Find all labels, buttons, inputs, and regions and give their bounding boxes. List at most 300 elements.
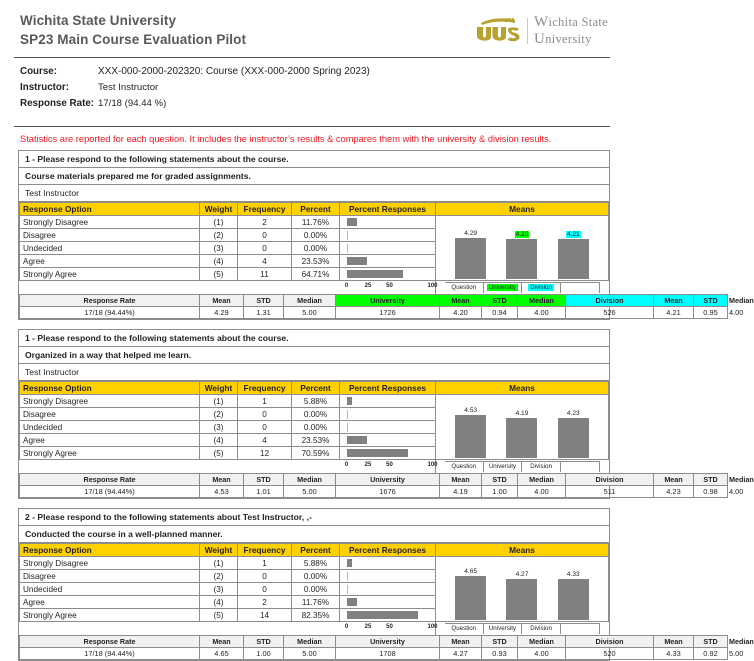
cell-percent-responses bbox=[340, 447, 436, 460]
response-rate-value: 17/18 (94.44 %) bbox=[98, 98, 167, 110]
stats-col-division-mean: Mean bbox=[654, 295, 694, 307]
cell-weight: (3) bbox=[200, 583, 238, 596]
cell-weight: (2) bbox=[200, 229, 238, 242]
table-header-row bbox=[20, 544, 609, 557]
instructor-value: Test Instructor bbox=[98, 82, 159, 94]
cell-percent-responses bbox=[340, 395, 436, 408]
stats-col-mean: Mean bbox=[200, 295, 244, 307]
stats-col-university-mean: Mean bbox=[440, 295, 482, 307]
cell-percent: 0.00% bbox=[292, 583, 340, 596]
col-response-option: Response Option bbox=[20, 382, 200, 395]
axis-row bbox=[20, 281, 609, 295]
cell-percent: 70.59% bbox=[292, 447, 340, 460]
stats-col-university-median: Median bbox=[518, 474, 566, 486]
question-block bbox=[18, 508, 754, 661]
cell-response-option: Agree bbox=[20, 255, 200, 268]
stats-university-n: 1726 bbox=[336, 307, 440, 319]
cell-response-option: Undecided bbox=[20, 421, 200, 434]
mean-group-label-empty bbox=[561, 623, 600, 634]
mean-value-label: 4.23 bbox=[566, 409, 580, 417]
mean-group-label-text: Division bbox=[530, 463, 552, 471]
axis-tick: 25 bbox=[364, 462, 372, 469]
axis-tick: 0 bbox=[344, 462, 349, 469]
stats-value-row: 17/18 (94.44%) 4.65 1.00 5.00 1708 4.27 0.93 4.00 520 4.33 0.92 5.00 bbox=[20, 648, 728, 660]
stats-col-university: University bbox=[336, 474, 440, 486]
university-logo bbox=[475, 14, 608, 49]
cell-response-option: Strongly Disagree bbox=[20, 216, 200, 229]
mean-column bbox=[496, 217, 547, 279]
mean-value-label: 4.20 bbox=[515, 230, 529, 238]
mean-bar bbox=[506, 239, 537, 279]
course-label: Course: bbox=[20, 66, 58, 78]
col-response-option: Response Option bbox=[20, 544, 200, 557]
cell-frequency: 0 bbox=[238, 583, 292, 596]
stats-col-university-mean: Mean bbox=[440, 636, 482, 648]
cell-weight: (3) bbox=[200, 421, 238, 434]
cell-percent: 0.00% bbox=[292, 421, 340, 434]
stats-col-division-mean: Mean bbox=[654, 636, 694, 648]
means-chart bbox=[439, 396, 605, 458]
stats-col-division-std: STD bbox=[694, 636, 728, 648]
question-title: 1 - Please respond to the following statements about the course. bbox=[19, 151, 609, 168]
cell-weight: (1) bbox=[200, 395, 238, 408]
cell-percent: 23.53% bbox=[292, 255, 340, 268]
page-title-line1: Wichita State University bbox=[20, 13, 177, 28]
cell-percent-responses bbox=[340, 570, 436, 583]
stats-university-std: 1.00 bbox=[482, 486, 518, 498]
stats-col-division: Division bbox=[566, 295, 654, 307]
cell-percent: 5.88% bbox=[292, 395, 340, 408]
response-rate-row bbox=[20, 96, 610, 112]
percent-bar-zero bbox=[347, 231, 348, 240]
col-percent-responses: Percent Responses bbox=[340, 382, 436, 395]
cell-percent-responses bbox=[340, 268, 436, 281]
mean-column bbox=[548, 217, 599, 279]
stats-division-n: 520 bbox=[566, 648, 654, 660]
col-percent-responses: Percent Responses bbox=[340, 544, 436, 557]
cell-frequency: 2 bbox=[238, 596, 292, 609]
cell-weight: (2) bbox=[200, 408, 238, 421]
stats-median: 5.00 bbox=[284, 648, 336, 660]
percent-axis bbox=[343, 282, 438, 293]
stats-col-division: Division bbox=[566, 636, 654, 648]
cell-response-option: Agree bbox=[20, 596, 200, 609]
percent-bar bbox=[347, 436, 367, 444]
cell-percent: 11.76% bbox=[292, 216, 340, 229]
stats-col-division-std: STD bbox=[694, 295, 728, 307]
stats-response-rate: 17/18 (94.44%) bbox=[20, 307, 200, 319]
stats-university-n: 1676 bbox=[336, 486, 440, 498]
stats-col-university: University bbox=[336, 636, 440, 648]
stats-division-std: 0.98 bbox=[694, 486, 728, 498]
stats-mean: 4.53 bbox=[200, 486, 244, 498]
mean-group-label bbox=[522, 282, 561, 293]
stats-response-rate: 17/18 (94.44%) bbox=[20, 486, 200, 498]
cell-weight: (4) bbox=[200, 434, 238, 447]
cell-frequency: 0 bbox=[238, 570, 292, 583]
mean-column bbox=[445, 217, 496, 279]
axis-spacer-2 bbox=[200, 281, 238, 295]
course-value: XXX-000-2000-202320: Course (XXX-000-2000 Spring 2023) bbox=[98, 66, 370, 78]
cell-mean-labels bbox=[436, 281, 609, 295]
mean-value-label: 4.29 bbox=[464, 229, 478, 237]
axis-tick: 25 bbox=[364, 283, 372, 290]
stats-university-std: 0.93 bbox=[482, 648, 518, 660]
col-weight: Weight bbox=[200, 544, 238, 557]
mean-group-label bbox=[484, 623, 523, 634]
question-statement: Organized in a way that helped me learn. bbox=[19, 347, 609, 364]
mean-bar bbox=[506, 418, 537, 458]
mean-group-labels bbox=[439, 282, 606, 293]
stats-col-division-std: STD bbox=[694, 474, 728, 486]
axis-row bbox=[20, 460, 609, 474]
stats-division-n: 526 bbox=[566, 307, 654, 319]
cell-percent: 0.00% bbox=[292, 570, 340, 583]
col-frequency: Frequency bbox=[238, 382, 292, 395]
percent-bar-zero bbox=[347, 585, 348, 594]
cell-response-option: Disagree bbox=[20, 408, 200, 421]
axis-tick: 50 bbox=[386, 283, 393, 290]
axis-spacer-1 bbox=[20, 460, 200, 474]
cell-percent: 82.35% bbox=[292, 609, 340, 622]
cell-weight: (4) bbox=[200, 596, 238, 609]
stats-university-median: 4.00 bbox=[518, 648, 566, 660]
mean-group-label-text: Question bbox=[451, 463, 477, 471]
cell-percent-responses bbox=[340, 421, 436, 434]
mean-value-label: 4.21 bbox=[566, 230, 580, 238]
stats-std: 1.00 bbox=[244, 648, 284, 660]
mean-value-label: 4.27 bbox=[515, 571, 529, 579]
logo-wordmark bbox=[534, 14, 608, 49]
stats-mean: 4.29 bbox=[200, 307, 244, 319]
cell-frequency: 0 bbox=[238, 421, 292, 434]
cell-weight: (3) bbox=[200, 242, 238, 255]
question-instructor: Test Instructor bbox=[19, 364, 609, 381]
axis-tick: 25 bbox=[364, 624, 372, 631]
stats-col-response-rate: Response Rate bbox=[20, 474, 200, 486]
question-instructor: Test Instructor bbox=[19, 185, 609, 202]
instructor-label: Instructor: bbox=[20, 82, 69, 94]
document-header bbox=[12, 10, 612, 49]
mean-column bbox=[445, 558, 496, 620]
page-title-line2: SP23 Main Course Evaluation Pilot bbox=[20, 31, 247, 47]
cell-frequency: 4 bbox=[238, 434, 292, 447]
logo-text-line2: University bbox=[534, 31, 592, 48]
mean-column bbox=[548, 396, 599, 458]
question-block bbox=[18, 150, 754, 320]
means-chart bbox=[439, 558, 605, 620]
question-blocks-container bbox=[12, 150, 754, 661]
cell-weight: (2) bbox=[200, 570, 238, 583]
axis-spacer-2 bbox=[200, 622, 238, 636]
mean-bar bbox=[558, 418, 589, 459]
cell-frequency: 1 bbox=[238, 395, 292, 408]
mean-bar bbox=[558, 239, 589, 279]
col-response-option: Response Option bbox=[20, 203, 200, 216]
question-block bbox=[18, 329, 754, 499]
mean-bar bbox=[558, 579, 589, 621]
mean-value-label: 4.53 bbox=[464, 406, 478, 414]
axis-tick: 100 bbox=[427, 624, 438, 631]
summary-stats-table bbox=[19, 635, 754, 660]
cell-mean-labels bbox=[436, 622, 609, 636]
col-means: Means bbox=[436, 544, 609, 557]
summary-stats-table bbox=[19, 294, 754, 319]
percent-bar-zero bbox=[347, 423, 348, 432]
stats-mean: 4.65 bbox=[200, 648, 244, 660]
stats-col-university-std: STD bbox=[482, 636, 518, 648]
stats-value-row: 17/18 (94.44%) 4.53 1.01 5.00 1676 4.19 1.00 4.00 511 4.23 0.98 4.00 bbox=[20, 486, 728, 498]
mean-value-label: 4.33 bbox=[566, 570, 580, 578]
axis-tick: 0 bbox=[344, 624, 349, 631]
percent-axis bbox=[343, 623, 438, 634]
stats-university-median: 4.00 bbox=[518, 486, 566, 498]
percent-bar bbox=[347, 270, 403, 278]
axis-spacer-4 bbox=[292, 281, 340, 295]
question-title: 2 - Please respond to the following statements about Test Instructor, ,- bbox=[19, 509, 609, 526]
summary-stats-table bbox=[19, 473, 754, 498]
col-weight: Weight bbox=[200, 203, 238, 216]
stats-university-median: 4.00 bbox=[518, 307, 566, 319]
course-row bbox=[20, 64, 610, 80]
cell-percent-responses bbox=[340, 242, 436, 255]
stats-std: 1.01 bbox=[244, 486, 284, 498]
percent-bar-zero bbox=[347, 572, 348, 581]
cell-response-option: Strongly Agree bbox=[20, 447, 200, 460]
cell-response-option: Undecided bbox=[20, 583, 200, 596]
stats-col-university-median: Median bbox=[518, 636, 566, 648]
cell-percent-responses bbox=[340, 216, 436, 229]
stats-division-mean: 4.33 bbox=[654, 648, 694, 660]
stats-median: 5.00 bbox=[284, 486, 336, 498]
cell-percent: 5.88% bbox=[292, 557, 340, 570]
col-means: Means bbox=[436, 203, 609, 216]
cell-percent: 64.71% bbox=[292, 268, 340, 281]
stats-col-response-rate: Response Rate bbox=[20, 636, 200, 648]
stats-university-mean: 4.19 bbox=[440, 486, 482, 498]
mean-group-label-text: Question bbox=[451, 625, 477, 633]
cell-means-chart bbox=[436, 216, 609, 281]
cell-frequency: 4 bbox=[238, 255, 292, 268]
cell-percent-axis bbox=[340, 281, 436, 295]
stats-response-rate: 17/18 (94.44%) bbox=[20, 648, 200, 660]
mean-group-label bbox=[445, 282, 484, 293]
percent-bar bbox=[347, 611, 418, 619]
report-title-block bbox=[20, 12, 246, 49]
col-percent-responses: Percent Responses bbox=[340, 203, 436, 216]
stats-col-response-rate: Response Rate bbox=[20, 295, 200, 307]
stats-col-median: Median bbox=[284, 295, 336, 307]
mean-group-label bbox=[522, 623, 561, 634]
axis-tick: 100 bbox=[427, 462, 438, 469]
instructor-row bbox=[20, 80, 610, 96]
stats-division-std: 0.92 bbox=[694, 648, 728, 660]
col-percent: Percent bbox=[292, 382, 340, 395]
stats-header-row: Response Rate Mean STD Median University Mean STD Median Division Mean STD Median bbox=[20, 295, 728, 307]
cell-frequency: 0 bbox=[238, 242, 292, 255]
stats-col-division: Division bbox=[566, 474, 654, 486]
cell-frequency: 0 bbox=[238, 408, 292, 421]
mean-bar bbox=[455, 576, 486, 621]
stats-university-n: 1708 bbox=[336, 648, 440, 660]
cell-weight: (5) bbox=[200, 268, 238, 281]
means-chart bbox=[439, 217, 605, 279]
mean-bar bbox=[506, 579, 537, 620]
mean-column bbox=[496, 396, 547, 458]
stats-col-university-std: STD bbox=[482, 474, 518, 486]
mean-value-label: 4.65 bbox=[464, 567, 478, 575]
cell-weight: (1) bbox=[200, 216, 238, 229]
stats-median: 5.00 bbox=[284, 307, 336, 319]
wsu-shocker-icon bbox=[475, 16, 521, 46]
col-percent: Percent bbox=[292, 203, 340, 216]
mean-group-label bbox=[522, 461, 561, 472]
table-header-row bbox=[20, 382, 609, 395]
mean-group-label bbox=[445, 623, 484, 634]
axis-spacer-4 bbox=[292, 460, 340, 474]
percent-bar bbox=[347, 449, 408, 457]
cell-response-option: Strongly Disagree bbox=[20, 557, 200, 570]
cell-percent: 0.00% bbox=[292, 408, 340, 421]
stats-col-mean: Mean bbox=[200, 636, 244, 648]
mean-group-label-text: University bbox=[488, 625, 517, 633]
stats-university-mean: 4.20 bbox=[440, 307, 482, 319]
cell-percent: 0.00% bbox=[292, 242, 340, 255]
mean-group-label bbox=[445, 461, 484, 472]
cell-response-option: Strongly Agree bbox=[20, 268, 200, 281]
mean-group-label bbox=[484, 282, 523, 293]
cell-percent-responses bbox=[340, 583, 436, 596]
course-info bbox=[12, 58, 612, 118]
stats-division-std: 0.95 bbox=[694, 307, 728, 319]
cell-percent: 23.53% bbox=[292, 434, 340, 447]
stats-col-university-std: STD bbox=[482, 295, 518, 307]
cell-frequency: 12 bbox=[238, 447, 292, 460]
cell-frequency: 2 bbox=[238, 216, 292, 229]
stats-col-median: Median bbox=[284, 636, 336, 648]
mean-column bbox=[496, 558, 547, 620]
stats-university-std: 0.94 bbox=[482, 307, 518, 319]
cell-weight: (5) bbox=[200, 609, 238, 622]
mean-group-label-text: University bbox=[488, 284, 517, 292]
cell-response-option: Agree bbox=[20, 434, 200, 447]
mean-group-label-text: Division bbox=[530, 284, 552, 292]
mean-bar bbox=[455, 415, 486, 458]
cell-response-option: Disagree bbox=[20, 229, 200, 242]
cell-percent-responses bbox=[340, 434, 436, 447]
stats-col-division-mean: Mean bbox=[654, 474, 694, 486]
percent-bar bbox=[347, 559, 352, 567]
stats-col-median: Median bbox=[284, 474, 336, 486]
col-frequency: Frequency bbox=[238, 203, 292, 216]
col-means: Means bbox=[436, 382, 609, 395]
axis-spacer-1 bbox=[20, 281, 200, 295]
col-weight: Weight bbox=[200, 382, 238, 395]
response-table bbox=[19, 202, 609, 294]
stats-col-university-mean: Mean bbox=[440, 474, 482, 486]
stats-std: 1.31 bbox=[244, 307, 284, 319]
mean-group-label-empty bbox=[561, 461, 600, 472]
stats-division-mean: 4.23 bbox=[654, 486, 694, 498]
cell-response-option: Strongly Agree bbox=[20, 609, 200, 622]
response-table bbox=[19, 381, 609, 473]
mean-bar bbox=[455, 238, 486, 279]
axis-spacer-3 bbox=[238, 460, 292, 474]
question-title: 1 - Please respond to the following statements about the course. bbox=[19, 330, 609, 347]
mean-group-label-text: Question bbox=[451, 284, 477, 292]
cell-percent: 11.76% bbox=[292, 596, 340, 609]
logo-text-line1: Wichita State bbox=[534, 14, 608, 30]
stats-col-std: STD bbox=[244, 474, 284, 486]
table-row bbox=[20, 395, 609, 408]
axis-tick: 50 bbox=[386, 462, 393, 469]
statistics-note: Statistics are reported for each question. It includes the instructor’s results & compares them with the university & division results. bbox=[20, 134, 552, 145]
mean-column bbox=[445, 396, 496, 458]
cell-percent-responses bbox=[340, 408, 436, 421]
cell-response-option: Undecided bbox=[20, 242, 200, 255]
percent-axis bbox=[343, 461, 438, 472]
axis-row bbox=[20, 622, 609, 636]
axis-spacer-2 bbox=[200, 460, 238, 474]
table-row bbox=[20, 557, 609, 570]
col-percent: Percent bbox=[292, 544, 340, 557]
axis-tick: 100 bbox=[427, 283, 438, 290]
cell-mean-labels bbox=[436, 460, 609, 474]
stats-header-row: Response Rate Mean STD Median University Mean STD Median Division Mean STD Median bbox=[20, 636, 728, 648]
cell-percent-responses bbox=[340, 229, 436, 242]
cell-percent-responses bbox=[340, 596, 436, 609]
axis-spacer-1 bbox=[20, 622, 200, 636]
cell-weight: (5) bbox=[200, 447, 238, 460]
stats-university-mean: 4.27 bbox=[440, 648, 482, 660]
stats-division-n: 511 bbox=[566, 486, 654, 498]
cell-response-option: Strongly Disagree bbox=[20, 395, 200, 408]
mean-group-labels bbox=[439, 623, 606, 634]
table-row bbox=[20, 216, 609, 229]
stats-header-row: Response Rate Mean STD Median University Mean STD Median Division Mean STD Median bbox=[20, 474, 728, 486]
stats-col-university: University bbox=[336, 295, 440, 307]
mean-column bbox=[548, 558, 599, 620]
stats-col-university-median: Median bbox=[518, 295, 566, 307]
cell-frequency: 1 bbox=[238, 557, 292, 570]
stats-value-row: 17/18 (94.44%) 4.29 1.31 5.00 1726 4.20 0.94 4.00 526 4.21 0.95 4.00 bbox=[20, 307, 728, 319]
percent-bar bbox=[347, 257, 367, 265]
table-header-row bbox=[20, 203, 609, 216]
question-statement: Conducted the course in a well-planned manner. bbox=[19, 526, 609, 543]
cell-weight: (4) bbox=[200, 255, 238, 268]
stats-division-mean: 4.21 bbox=[654, 307, 694, 319]
axis-spacer-3 bbox=[238, 622, 292, 636]
mean-group-label bbox=[484, 461, 523, 472]
cell-percent-axis bbox=[340, 622, 436, 636]
cell-response-option: Disagree bbox=[20, 570, 200, 583]
cell-means-chart bbox=[436, 557, 609, 622]
mean-group-labels bbox=[439, 461, 606, 472]
mean-group-label-empty bbox=[561, 282, 600, 293]
percent-bar-zero bbox=[347, 410, 348, 419]
response-rate-label: Response Rate: bbox=[20, 98, 95, 110]
mean-value-label: 4.19 bbox=[515, 409, 529, 417]
axis-spacer-3 bbox=[238, 281, 292, 295]
stats-col-std: STD bbox=[244, 636, 284, 648]
mean-group-label-text: Division bbox=[530, 625, 552, 633]
percent-bar-zero bbox=[347, 244, 348, 253]
cell-means-chart bbox=[436, 395, 609, 460]
stats-col-mean: Mean bbox=[200, 474, 244, 486]
cell-percent-responses bbox=[340, 609, 436, 622]
percent-bar bbox=[347, 598, 357, 606]
col-frequency: Frequency bbox=[238, 544, 292, 557]
